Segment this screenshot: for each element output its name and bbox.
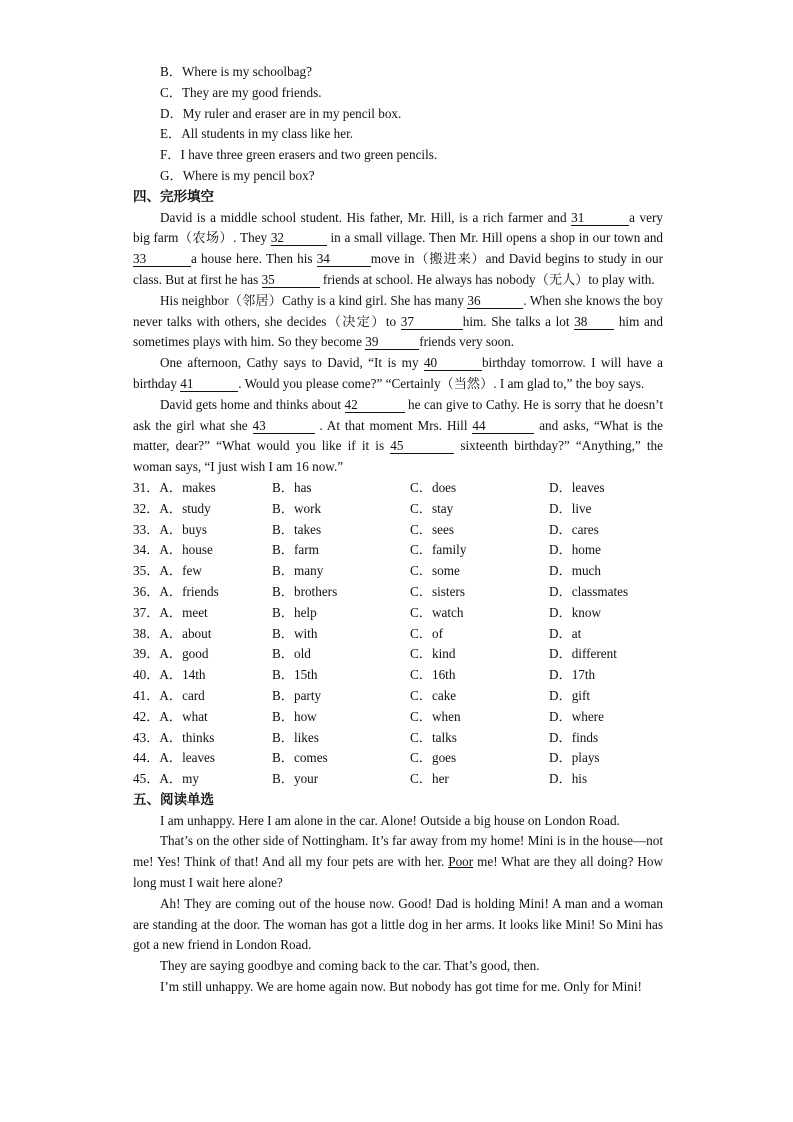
option-d: D．My ruler and eraser are in my pencil box. (160, 105, 402, 121)
question-row: 33．A．buys B．takes C．sees D．cares (133, 521, 599, 537)
reading-paragraph-4: They are saying goodbye and coming back to the car. That’s good, then. (160, 958, 540, 974)
question-row: 32．A．study B．work C．stay D．live (133, 500, 592, 516)
document-content (133, 62, 663, 998)
blank-35: 35 (262, 272, 320, 288)
option-f: F．I have three green erasers and two green pencils. (160, 147, 438, 163)
question-row: 40．A．14th B．15th C．16th D．17th (133, 667, 596, 683)
question-row: 39．A．good B．old C．kind D．different (133, 646, 617, 662)
cloze-answer-options (133, 478, 663, 790)
underlined-word: Poor (448, 854, 474, 870)
reading-paragraph-1: I am unhappy. Here I am alone in the car. Alone! Outside a big house on London Road. (160, 812, 620, 828)
blank-41: 41 (180, 376, 238, 392)
section-heading-reading: 五、阅读单选 (133, 791, 214, 808)
reading-paragraph-5: I’m still unhappy. We are home again now. But nobody has got time for me. Only for Mini! (160, 979, 642, 995)
blank-38: 38 (574, 314, 614, 330)
blank-31: 31 (571, 210, 629, 226)
blank-42: 42 (345, 397, 405, 413)
option-e: E．All students in my class like her. (160, 126, 354, 142)
section-heading-cloze: 四、完形填空 (133, 188, 214, 205)
question-row: 36．A．friends B．brothers C．sisters D．classmates (133, 583, 629, 599)
question-row: 45．A．my B．your C．her D．his (133, 771, 588, 787)
blank-39: 39 (365, 334, 419, 350)
cloze-paragraph-2: His neighbor（邻居）Cathy is a kind girl. She has many 36 . When she knows the boy never talks with others, she decides（决定）to 37 him. She talks a lot 38 him and sometimes plays with him. So they become 39 friends very soon. (133, 292, 664, 350)
cloze-paragraph-4: David gets home and thinks about 42 he can give to Cathy. He is sorry that he doesn’t ask the girl what she 43 . At that moment Mrs. Hill 44 and asks, “What is the matter, dear?” “What would you like if it is 45 sixteenth birthday?” “Anything,” the woman says, “I just wish I am 16 now.” (133, 396, 664, 475)
question-row: 34．A．house B．farm C．family D．home (133, 542, 602, 558)
blank-36: 36 (467, 293, 523, 309)
blank-45: 45 (390, 438, 454, 454)
question-row: 31．A．makes B．has C．does D．leaves (133, 479, 605, 495)
question-row: 38．A．about B．with C．of D．at (133, 625, 582, 641)
blank-34: 34 (317, 251, 371, 267)
question-row: 35．A．few B．many C．some D．much (133, 563, 602, 579)
option-c: C．They are my good friends. (160, 84, 322, 100)
question-row: 37．A．meet B．help C．watch D．know (133, 604, 602, 620)
cloze-paragraph-3: One afternoon, Cathy says to David, “It is my 40 birthday tomorrow. I will have a birthday 41 . Would you please come?” “Certainly（当然）. I am glad to,” the boy says. (133, 355, 663, 391)
question-row: 44．A．leaves B．comes C．goes D．plays (133, 750, 600, 766)
blank-37: 37 (401, 314, 463, 330)
option-b: B．Where is my schoolbag? (160, 64, 312, 79)
blank-40: 40 (424, 355, 482, 371)
blank-44: 44 (472, 418, 534, 434)
option-g: G．Where is my pencil box? (160, 167, 315, 183)
reading-paragraph-3: Ah! They are coming out of the house now. Good! Dad is holding Mini! A man and a woman are standing at the door. The woman has got a little dog in her arms. It looks like Mini! So Mini has got a new friend in London Road. (133, 895, 663, 953)
blank-33: 33 (133, 251, 191, 267)
cloze-paragraph-1: David is a middle school student. His father, Mr. Hill, is a rich farmer and 31 a very big farm（农场）. They 32 in a small village. Then Mr. Hill opens a shop in our town and 33 a house here. Then his 34 move in（搬进来）and David begins to study in our class. But at first he has 35 friends at school. He always has nobody（无人）to play with. (133, 209, 664, 287)
question-row: 41．A．card B．party C．cake D．gift (133, 687, 591, 703)
blank-43: 43 (253, 418, 315, 434)
blank-32: 32 (271, 230, 327, 246)
reading-paragraph-2: That’s on the other side of Nottingham. It’s far away from my home! Mini is in the house—not me! Yes! Think of that! And all my four pets are with her. Poor me! What are they all doing? How long must I wait here alone? (133, 833, 664, 891)
question-row: 42．A．what B．how C．when D．where (133, 708, 604, 724)
question-row: 43．A．thinks B．likes C．talks D．finds (133, 729, 599, 745)
